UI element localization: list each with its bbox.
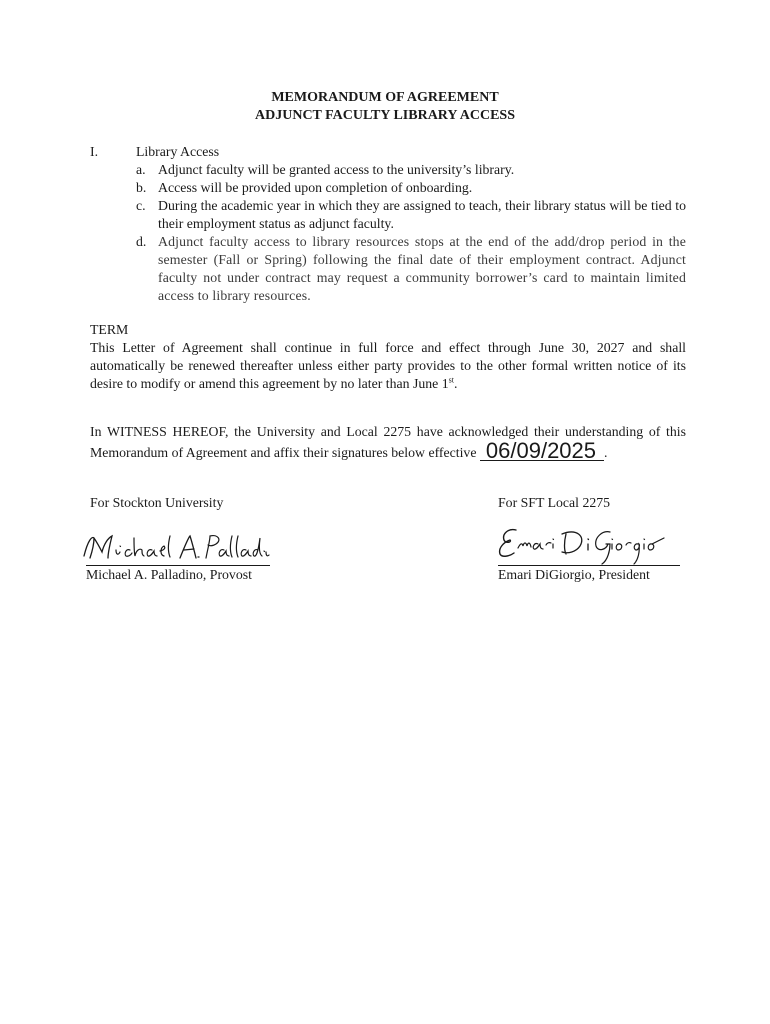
party-university: For Stockton University xyxy=(90,495,224,510)
document-subtitle: ADJUNCT FACULTY LIBRARY ACCESS xyxy=(255,108,515,123)
signature-president xyxy=(494,520,680,566)
list-item xyxy=(136,197,686,233)
signature-provost xyxy=(80,530,270,566)
list-item-letter: d. xyxy=(136,234,147,249)
term-body-text: This Letter of Agreement shall continue in full force and effect through June 30, 2027 and shall automatically be renewed thereafter unless either party provides to the other formal written notice of its desire to modify or amend this agreement by no later than June 1 xyxy=(90,340,686,391)
witness-end: . xyxy=(604,445,608,460)
party-union: For SFT Local 2275 xyxy=(498,495,611,510)
term-heading: TERM xyxy=(90,322,129,337)
list-item-letter: b. xyxy=(136,180,147,195)
signer-name-provost: Michael A. Palladino, Provost xyxy=(86,567,252,582)
list-item xyxy=(136,233,686,305)
effective-date-field[interactable]: 06/09/2025 xyxy=(480,442,604,461)
list-item-letter: c. xyxy=(136,198,146,213)
section-heading: Library Access xyxy=(136,144,220,159)
term-body xyxy=(90,339,686,393)
witness-paragraph xyxy=(90,423,686,462)
list-item-text: Adjunct faculty access to library resources stops at the end of the add/drop period in the semester (Fall or Spring) following the final date of their employment contract. Adjunct faculty not under contract may request a community borrower’s card to maintain limited access to library resources. xyxy=(158,234,686,303)
witness-text: In WITNESS HEREOF, the University and Local 2275 have acknowledged their understanding of this Memorandum of Agreement and affix their signatures below effective xyxy=(90,424,686,460)
list-item xyxy=(136,179,686,197)
list-item-text: Access will be provided upon completion of onboarding. xyxy=(158,180,473,195)
section-items-list xyxy=(136,161,686,305)
list-item xyxy=(136,161,686,179)
document-title: MEMORANDUM OF AGREEMENT xyxy=(271,90,499,105)
signer-name-president: Emari DiGiorgio, President xyxy=(498,567,650,582)
list-item-text: During the academic year in which they are assigned to teach, their library status will be tied to their employment status as adjunct faculty. xyxy=(158,198,686,231)
section-number: I. xyxy=(90,144,99,159)
list-item-letter: a. xyxy=(136,162,146,177)
term-body-superscript: st xyxy=(448,375,454,385)
term-body-end: . xyxy=(453,376,458,391)
list-item-text: Adjunct faculty will be granted access to the university’s library. xyxy=(158,162,515,177)
